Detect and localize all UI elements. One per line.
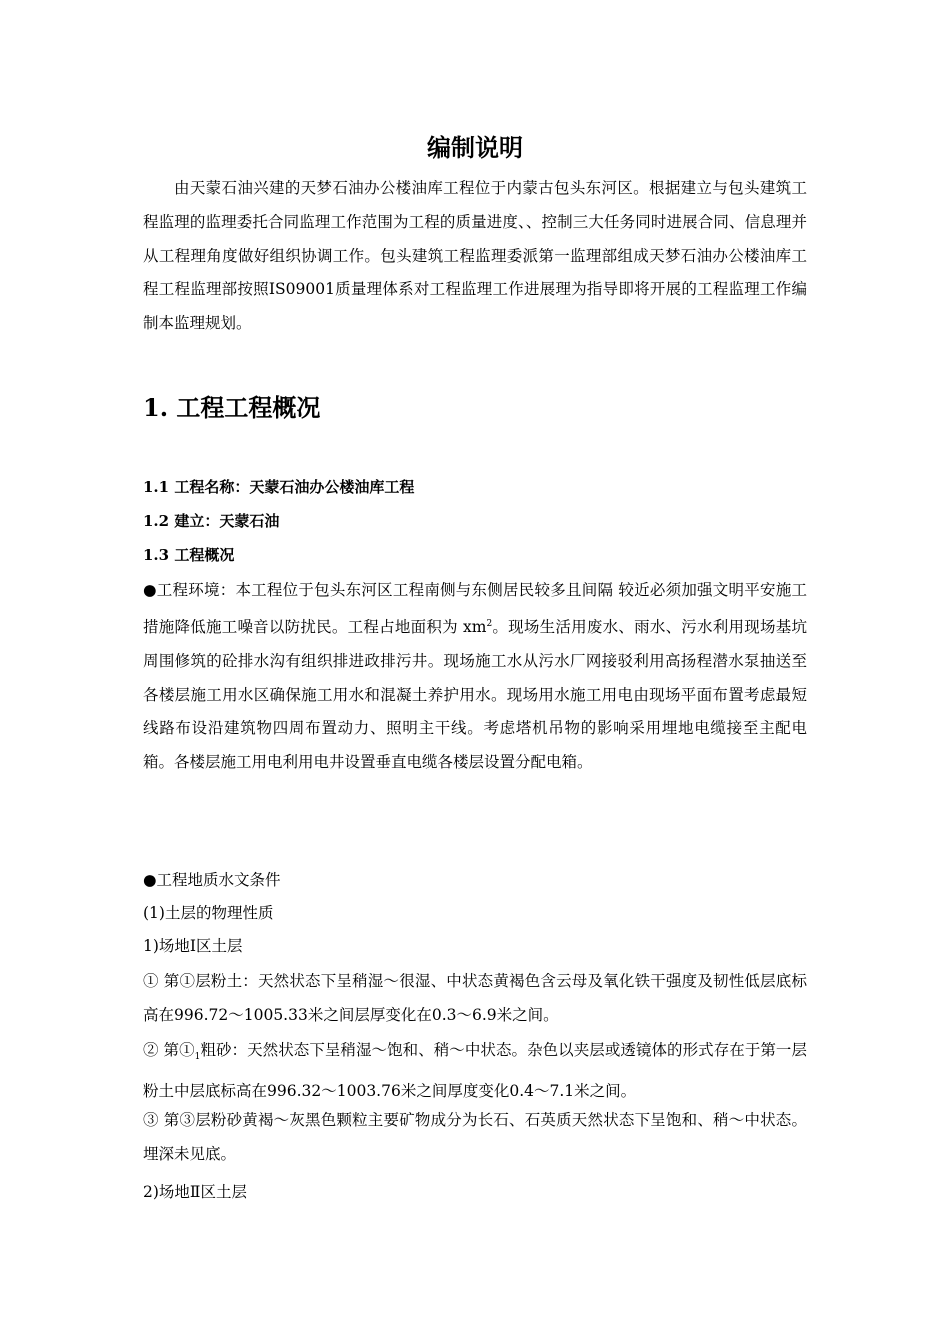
site-1-heading: 1)场地Ⅰ区土层 bbox=[143, 937, 243, 955]
subsection-project-name: 1.1 工程名称：天蒙石油办公楼油库工程 bbox=[143, 478, 415, 496]
soil-layer-2 bbox=[143, 1034, 807, 1109]
document-title: 编制说明 bbox=[427, 133, 523, 162]
subsection-builder: 1.2 建立：天蒙石油 bbox=[143, 512, 280, 530]
layer-subscript: 1 bbox=[194, 1052, 201, 1063]
environment-text-a: ●工程环境：本工程位于包头东河区工程南侧与东侧居民较多且间隔 较近必须加强文明平安施工措施降低施工噪音以防扰民。工程占地面积为 xm bbox=[143, 581, 807, 636]
soil-layer-1: ① 第①层粉土：天然状态下呈稍湿～很湿、中状态黄褐色含云母及氧化铁干强度及韧性低层底标高在996.72～1005.33米之间层厚变化在0.3～6.9米之间。 bbox=[143, 972, 807, 1024]
section-heading-project-overview: 1. 工程工程概况 bbox=[143, 393, 321, 422]
site-2-heading: 2)场地Ⅱ区土层 bbox=[143, 1183, 247, 1201]
environment-paragraph bbox=[143, 574, 807, 780]
soil-layer-3: ③ 第③层粉砂黄褐～灰黑色颗粒主要矿物成分为长石、石英质天然状态下呈饱和、稍～中状态。埋深未见底。 bbox=[143, 1111, 807, 1163]
intro-paragraph: 由天蒙石油兴建的天梦石油办公楼油库工程位于内蒙古包头东河区。根据建立与包头建筑工程监理的监理委托合同监理工作范围为工程的质量进度、、控制三大任务同时进展合同、信息理并从工程理角度做好组织协调工作。包头建筑工程监理委派第一监理部组成天梦石油办公楼油库工程工程监理部按照IS09001质量理体系对工程监理工作进展理为指导即将开展的工程监理工作编制本监理规划。 bbox=[143, 179, 807, 333]
area-unit-superscript: 2 bbox=[486, 618, 493, 629]
soil-layer-2-text-a: ② 第① bbox=[143, 1041, 195, 1059]
geology-heading: ●工程地质水文条件 bbox=[143, 871, 281, 889]
soil-layer-2-text-b: 粗砂：天然状态下呈稍湿～饱和、稍～中状态。杂色以夹层或透镜体的形式存在于第一层粉土中层底标高在996.32～1003.76米之间厚度变化0.4～7.1米之间。 bbox=[143, 1041, 807, 1100]
soil-properties-heading: (1)土层的物理性质 bbox=[143, 904, 274, 922]
environment-text-b: 。现场生活用废水、雨水、污水利用现场基坑周围修筑的砼排水沟有组织排进政排污井。现场施工水从污水厂网接驳利用高扬程潜水泵抽送至各楼层施工用水区确保施工用水和混凝土养护用水。现场用水施工用电由现场平面布置考虑最短线路布设沿建筑物四周布置动力、照明主干线。考虑塔机吊物的影响采用埋地电缆接至主配电箱。各楼层施工用电利用电井设置垂直电缆各楼层设置分配电箱。 bbox=[143, 617, 807, 772]
subsection-overview: 1.3 工程概况 bbox=[143, 546, 235, 564]
